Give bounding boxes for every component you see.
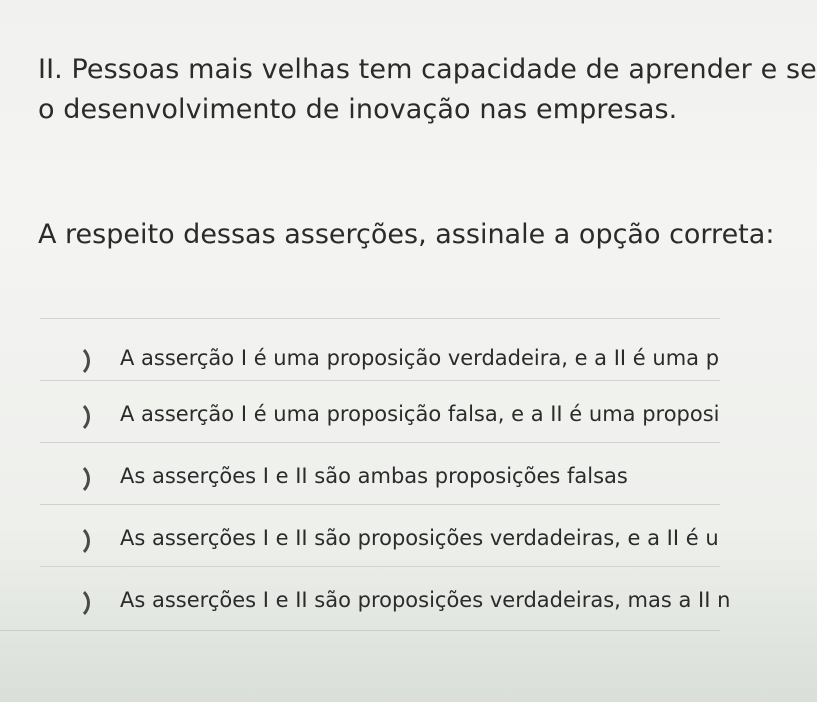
- answer-option-4[interactable]: [0, 506, 720, 568]
- radio-button-icon[interactable]: [56, 462, 90, 496]
- answer-option-3[interactable]: [0, 444, 720, 506]
- radio-button-icon[interactable]: [56, 344, 90, 378]
- answer-option-1[interactable]: [0, 326, 720, 388]
- radio-button-icon[interactable]: [56, 400, 90, 434]
- bottom-divider: [0, 630, 720, 631]
- option-divider: [40, 318, 720, 319]
- option-divider: [40, 566, 720, 567]
- answer-option-5[interactable]: [0, 568, 731, 630]
- radio-button-icon[interactable]: [56, 524, 90, 558]
- assertion-ii: [38, 50, 817, 130]
- assertion-ii-line-1: II. Pessoas mais velhas tem capacidade de aprender e se: [38, 54, 817, 85]
- radio-button-icon[interactable]: [56, 586, 90, 620]
- answer-option-2[interactable]: [0, 382, 720, 444]
- answer-option-label[interactable]: As asserções I e II são ambas proposições falsas: [120, 464, 628, 488]
- answer-option-label[interactable]: A asserção I é uma proposição verdadeira, e a II é uma p: [120, 346, 720, 370]
- answer-option-label[interactable]: A asserção I é uma proposição falsa, e a II é uma proposi: [120, 402, 720, 426]
- answer-option-label[interactable]: As asserções I e II são proposições verdadeiras, e a II é u: [120, 526, 719, 550]
- option-divider: [40, 504, 720, 505]
- option-divider: [40, 380, 720, 381]
- option-divider: [40, 442, 720, 443]
- answer-option-label[interactable]: As asserções I e II são proposições verdadeiras, mas a II n: [120, 588, 731, 612]
- question-prompt: A respeito dessas asserções, assinale a opção correta:: [38, 219, 775, 250]
- assertion-ii-line-2: o desenvolvimento de inovação nas empresas.: [38, 94, 678, 125]
